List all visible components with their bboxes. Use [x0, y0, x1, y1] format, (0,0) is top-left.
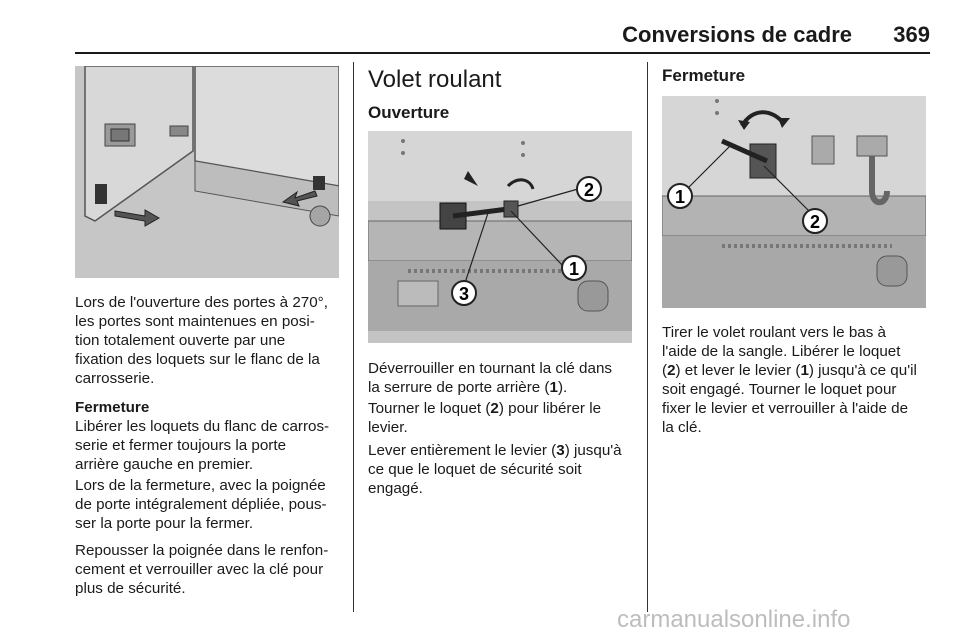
watermark: carmanualsonline.info	[617, 606, 851, 633]
header-rule	[75, 52, 930, 54]
col3-heading-fermeture: Fermeture	[662, 66, 746, 85]
column-divider-1	[353, 62, 354, 612]
col1-fermeture-block: Fermeture Libérer les loquets du flanc de carros- serie et fermer toujours la porte arrière gauche en premier.	[75, 399, 330, 473]
column-divider-2	[647, 62, 648, 612]
col2-paragraph-2: Tourner le loquet (2) pour libérer le levier.	[368, 400, 602, 436]
callout-3: 3	[458, 284, 470, 304]
figure-door-latches	[75, 66, 339, 278]
col2-paragraph-1: Déverrouiller en tournant la clé dans la serrure de porte arrière (1).	[368, 360, 612, 396]
section-title-volet-roulant: Volet roulant	[368, 66, 502, 93]
callout-2: 2	[809, 212, 821, 232]
col1-paragraph-1: Lors de l'ouverture des portes à 270°, les portes sont maintenues en posi- tion totalement ouverte par une fixation des loquets sur le flanc de la carrosserie.	[75, 294, 328, 387]
callout-2: 2	[583, 180, 595, 200]
col1-fermeture-heading: Fermeture	[75, 399, 150, 416]
page-header-title: Conversions de cadre	[622, 22, 852, 47]
callout-1: 1	[568, 259, 580, 279]
figure-shutter-closing	[662, 96, 926, 308]
col3-paragraph: Tirer le volet roulant vers le bas à l'aide de la sangle. Libérer le loquet (2) et lever le levier (1) jusqu'à ce qu'il soit engagé. Tourner le loquet pour fixer le levier et verrouiller à l'aide de la clé.	[662, 324, 917, 436]
page-number: 369	[893, 22, 930, 47]
subheading-ouverture: Ouverture	[368, 103, 450, 122]
figure-shutter-opening	[368, 131, 632, 343]
col1-paragraph-4: Repousser la poignée dans le renfon- cement et verrouiller avec la clé pour plus de sécurité.	[75, 542, 329, 597]
col2-paragraph-3: Lever entièrement le levier (3) jusqu'à ce que le loquet de sécurité soit engagé.	[368, 442, 622, 497]
col1-paragraph-3: Lors de la fermeture, avec la poignée de porte intégralement dépliée, pous- ser la porte pour la fermer.	[75, 477, 327, 532]
callout-1: 1	[674, 187, 686, 207]
